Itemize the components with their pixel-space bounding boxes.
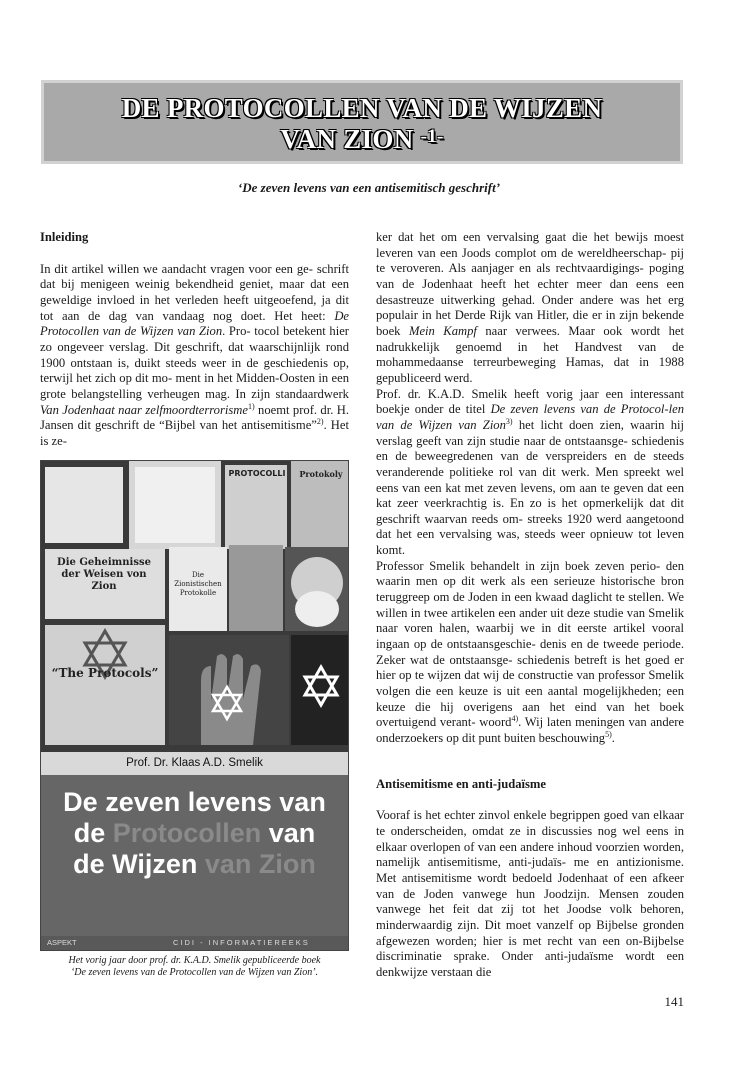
cover-title: De zeven levens van de Protocollen van de Wijzen van Zion [63, 787, 326, 879]
article-title [44, 93, 680, 155]
section-heading-antisemitisme: Antisemitisme en anti-judaïsme [376, 776, 547, 791]
paragraph: ker dat het om een vervalsing gaat die het bewijs moest leveren van een Joods complot om de wereldheerschap- pij te veroveren. Als aanjager en als rechtvaardigings- poging van de Jodenhaat heeft het echter meer dan eens een desastreuze uitwerking gehad. Onder andere was het erg populair in het Derde Rijk van Hitler, die er in zijn bekende boek Mein Kampf naar verwees. Maar ook wordt het nadrukkelijk genoemd in het Handvest van de mohammedaanse terreurbeweging Hamas, dat in 1988 gepubliceerd werd. [376, 230, 684, 385]
footnote-ref: 4) [511, 714, 519, 724]
footnote-ref: 1) [247, 401, 255, 411]
title-line-1: DE PROTOCOLLEN VAN DE WIJZEN [121, 93, 603, 123]
figure-caption: Het vorig jaar door prof. dr. K.A.D. Smelik gepubliceerde boek ‘De zeven levens van de Protocollen van de Wijzen van Zion’. [68, 955, 321, 978]
cover-tile-protokoly: Protokoly [299, 469, 343, 479]
title-banner [41, 80, 683, 164]
cover-series: CIDI - INFORMATIEREEKS [173, 938, 310, 947]
cover-collage [41, 461, 349, 752]
cover-tile-geheimnisse: Die Geheimnisse der Weisen von Zion [57, 557, 151, 592]
footnote-ref: 2) [316, 417, 324, 427]
cover-tile-zionistischen: Die Zionistischen Protokolle [174, 571, 222, 597]
book-cover-image [40, 460, 349, 951]
page-number: 141 [664, 994, 684, 1009]
paragraph: Vooraf is het echter zinvol enkele begrippen goed van elkaar te onderscheiden, omdat ze in discussies nog wel eens in elkaar overlopen of van een andere inhoud voorzien worden, namelijk antisemitisme, anti-judaïs- me en antizionisme. Met antisemitisme wordt bedoeld Jodenhaat of een afkeer van de Joden vanwege hun Joodzijn. Mensen zouden vanwege het feit dat zij tot het Joodse volk behoren, minderwaardig zijn. Dit moet vanzelf op Bijbelse gronden afgewezen worden; hier is met recht van een on-Bijbelse discriminatie sprake. Onder anti-judaïsme wordt een denkwijze verstaan die [376, 808, 685, 979]
cover-publisher: ASPEKT [47, 938, 77, 947]
left-column [40, 230, 349, 450]
cover-tile-the-protocols: “The Protocols” [51, 666, 159, 680]
right-column [376, 230, 684, 981]
footnote-ref: 5) [605, 729, 612, 739]
title-part-number: -1- [420, 126, 444, 147]
article-subtitle: ‘De zeven levens van een antisemitisch geschrift’ [237, 180, 501, 195]
section-heading-inleiding: Inleiding [40, 230, 89, 244]
cover-tile-protocolli: PROTOCOLLI [228, 469, 286, 478]
paragraph: Professor Smelik behandelt in zijn boek zeven perio- den waarin men op dit werk als een serieuze historische bron teruggreep om de Joden in een kwaad daglicht te stellen. We willen in twee artikelen een ander uit deze studie van Smelik naar voren halen, waarbij we in dit eerste artikel vooral ingaan op de ontstaansgeschie- denis en de tweede periode. Zeker wat de ontstaansge- schiedenis betreft is het goed er hier op te wijzen dat wij de constructie van professor Smelik volgen die een keuze is uit een aantal mogelijkheden; een keuze die hij overigens aan het eind van het boek overtuigend verant- woord$^{4)}$. Wij laten meningen van andere onderzoekers op dit punt buiten beschouwing$^{5)}$. [376, 558, 685, 745]
title-line-2: VAN ZION [280, 124, 414, 154]
paragraph: In dit artikel willen we aandacht vragen voor een ge- schrift dat bij menigeen weinig bekendheid geniet, maar dat een geweldige invloed in het verleden heeft uitgeoefend, ja dit tot aan de dag van vandaag nog doet. Het heet: De Protocollen van de Wijzen van Zion. Pro- tocol betekent hier zo ongeveer verslag. Dit geschrift, dat waarschijnlijk rond 1900 ontstaan is, duikt steeds weer in de geschiedenis op, terwijl het zich op dit mo- ment in het Midden-Oosten in een grote belangstelling verheugen mag. In zijn standaardwerk Van Jodenhaat naar zelfmoordterrorisme$^{1)}$ noemt prof. dr. H. Jansen dit geschrift de “Bijbel van het antisemitisme”$^{2)}$. Het is ze- [40, 261, 350, 448]
footnote-ref: 3) [505, 416, 513, 426]
cover-author: Prof. Dr. Klaas A.D. Smelik [41, 752, 348, 775]
paragraph: Prof. dr. K.A.D. Smelik heeft vorig jaar een interessant boekje onder de titel De zeven levens van de Protocol-len van de Wijzen van Zion$^{3)}$ het licht doen zien, waarin hij verslag geeft van zijn studie naar de ontstaansge- schiedenis en de beweegredenen van de verspreiders en de steeds veranderende politieke rol van dit werk. Men spreekt wel eens van een kat met zeven levens, om aan te geven dat een kat zeer veerkrachtig is. En zo is het opmerkelijk dat dit geschrift waarvan reeds om- streeks 1920 werd aangetoond dat het een vervalsing was, steeds weer opnieuw tot leven komt. [376, 386, 685, 558]
cover-footer [41, 936, 348, 950]
